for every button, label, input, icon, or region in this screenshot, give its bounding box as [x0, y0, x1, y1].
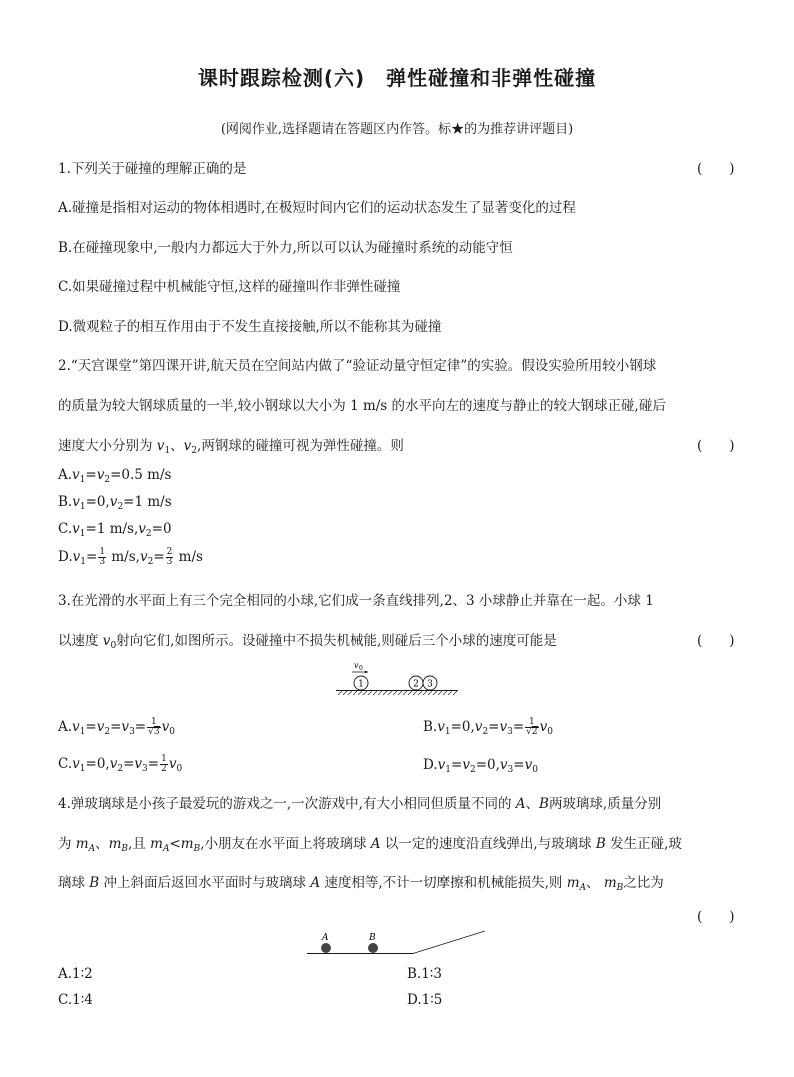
q1-answer-paren: ( )	[697, 161, 735, 177]
q2-option-d: $D.v_1=$ $\frac{1}{3}$ $m/s,v_2=$ $\frac{2}{3}$ m/s	[58, 547, 203, 567]
q3-stem-line2: 以速度 $v_0$射向它们,如图所示。设碰撞中不损失机械能,则碰后三个小球的速度可能是	[58, 633, 557, 651]
q3-arrow-head	[365, 671, 368, 674]
q2-option-a: $A.v_1=v_2=0.5$ m/s	[58, 467, 172, 485]
q4-option-d: D.1∶5	[407, 992, 443, 1008]
q4-option-a: A.1∶2	[58, 966, 93, 982]
q3-option-b: $B.v_1=0,v_2=v_3=$ $\frac{1}{√2}$ $v_0$	[423, 717, 554, 737]
q4-ball-b	[368, 943, 378, 953]
q3-ball-2-label: 2	[413, 679, 419, 690]
q3-stem-line1: 3.在光滑的水平面上有三个完全相同的小球,它们成一条直线排列,2、3 小球静止并靠在一起。小球 1	[58, 593, 654, 609]
q2-stem-line1: 2.“天宫课堂”第四课开讲,航天员在空间站内做了“验证动量守恒定律”的实验。假设实验所用较小钢球	[58, 358, 657, 374]
q1-option-d: D.微观粒子的相互作用由于不发生直接接触,所以不能称其为碰撞	[58, 319, 442, 335]
q4-incline	[413, 931, 485, 954]
q3-ball-3-label: 3	[427, 679, 433, 690]
q3-option-a: $A.v_1=v_2=v_3=$ $\frac{1}{√3}$ $v_0$	[58, 717, 175, 737]
q4-option-c: C.1∶4	[58, 992, 93, 1008]
q1-option-c: C.如果碰撞过程中机械能守恒,这样的碰撞叫作非弹性碰撞	[58, 279, 401, 295]
q3-option-d: $D.v_1=v_2=0,v_3=v_0$	[423, 757, 538, 775]
q2-stem-line3: 速度大小分别为 $v_1$、$v_2$,两钢球的碰撞可视为弹性碰撞。则	[58, 438, 404, 456]
q4-figure	[305, 928, 490, 958]
q3-figure-v0-label: v	[354, 661, 359, 670]
q2-option-b: $B.v_1=0,v_2=1$ m/s	[58, 494, 172, 512]
q1-option-a: A.碰撞是指相对运动的物体相遇时,在极短时间内它们的运动状态发生了显著变化的过程	[58, 200, 576, 216]
q4-stem-line2: 为 $m_A$、$m_B$,且 $m_A<m_B$,小朋友在水平面上将玻璃球 A 以一定的速度沿直线弹出,与玻璃球 B 发生正碰,玻	[58, 836, 682, 854]
q4-answer-paren: ( )	[697, 909, 735, 925]
q2-option-c: $C.v_1=1$ $m/s,v_2=0$	[58, 521, 172, 539]
q3-ground-hatching	[338, 691, 457, 695]
q4-figure-label-b: B	[369, 933, 376, 943]
q4-ball-a	[321, 943, 331, 953]
page-subtitle: (网阅作业,选择题请在答题区内作答。标★的为推荐讲评题目)	[220, 122, 574, 137]
q2-answer-paren: ( )	[697, 438, 735, 454]
q3-figure	[330, 658, 460, 700]
q4-option-b: B.1∶3	[407, 966, 442, 982]
page-title: 课时跟踪检测(六) 弹性碰撞和非弹性碰撞	[197, 66, 597, 90]
q4-figure-label-a: A	[322, 933, 329, 943]
q3-ball-1-label: 1	[358, 679, 364, 690]
q3-option-c: $C.v_1=0,v_2=v_3=$ $\frac{1}{2}$ $v_0$	[58, 754, 183, 774]
svg-text:0: 0	[359, 665, 363, 672]
q3-answer-paren: ( )	[697, 633, 735, 649]
q1-option-b: B.在碰撞现象中,一般内力都远大于外力,所以可以认为碰撞时系统的动能守恒	[58, 240, 513, 256]
q1-stem: 1.下列关于碰撞的理解正确的是	[58, 161, 247, 177]
q4-stem-line1: 4.弹玻璃球是小孩子最爱玩的游戏之一,一次游戏中,有大小相同但质量不同的 A、B两玻璃球,质量分别	[58, 796, 662, 812]
q4-stem-line3: 璃球 B 冲上斜面后返回水平面时与玻璃球 A 速度相等,不计一切摩擦和机械能损失,则 $m_A$、 $m_B$之比为	[58, 875, 664, 893]
q2-stem-line2: 的质量为较大钢球质量的一半,较小钢球以大小为 1 m/s 的水平向左的速度与静止的较大钢球正碰,碰后	[58, 398, 666, 414]
